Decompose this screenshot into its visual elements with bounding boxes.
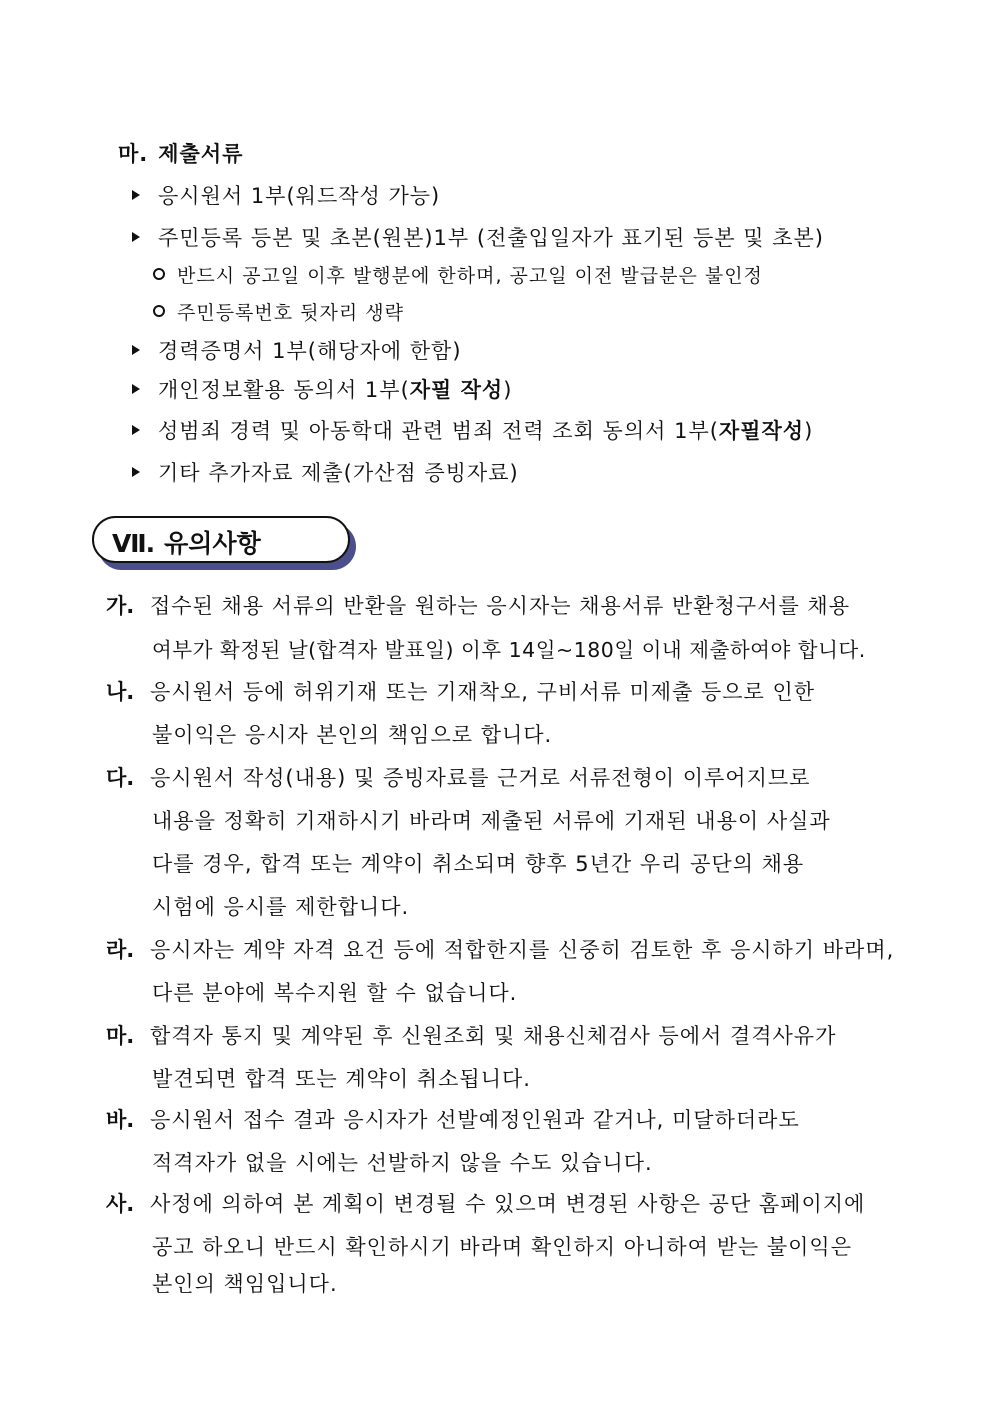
triangle-bullet-icon [132,190,140,200]
document-item-text: 개인정보활용 동의서 1부( [158,378,410,402]
document-item [132,374,512,404]
submission-heading-title: 제출서류 [158,142,244,166]
notice-label: 사. [106,1192,135,1216]
circle-bullet-icon [153,268,165,280]
notice-line: 본인의 책임입니다. [152,1272,338,1296]
notice-line: 적격자가 없을 시에는 선발하지 않을 수도 있습니다. [152,1151,653,1175]
document-item [132,457,519,487]
section-title [112,524,261,560]
notice-label: 가. [106,594,135,618]
document-item-text: 주민등록 등본 및 초본(원본)1부 (전출입일자가 표기된 등본 및 초본) [158,226,824,250]
document-sub-item-text: 반드시 공고일 이후 발행분에 한하며, 공고일 이전 발급분은 불인정 [177,265,763,287]
document-item [132,180,440,210]
section-number: Ⅶ. [112,529,155,558]
document-sub-item [153,298,404,325]
document-item-text-end: ) [503,378,513,402]
notice-line: 발견되면 합격 또는 계약이 취소됩니다. [152,1067,531,1091]
document-item-emphasis: 자필작성 [718,419,805,443]
notice-line: 여부가 확정된 날(합격자 발표일) 이후 14일~180일 이내 제출하여야 합니다. [152,638,866,662]
document-item [132,335,462,365]
notice-line: 응시자는 계약 자격 요건 등에 적합한지를 신중히 검토한 후 응시하기 바라며, [150,938,895,962]
document-sub-item-text: 주민등록번호 뒷자리 생략 [177,302,404,324]
notice-line: 응시원서 접수 결과 응시자가 선발예정인원과 같거나, 미달하더라도 [150,1108,800,1132]
document-item-text-end: ) [804,419,814,443]
notice-line: 내용을 정확히 기재하시기 바라며 제출된 서류에 기재된 내용이 사실과 [152,809,831,833]
notice-line: 응시원서 작성(내용) 및 증빙자료를 근거로 서류전형이 이루어지므로 [150,766,811,790]
notice-line: 합격자 통지 및 계약된 후 신원조회 및 채용신체검사 등에서 결격사유가 [150,1024,837,1048]
submission-heading-number: 마. [118,142,149,166]
notice-label: 나. [106,680,135,704]
circle-bullet-icon [153,305,165,317]
section-banner [92,516,356,572]
document-item-text: 성범죄 경력 및 아동학대 관련 범죄 전력 조회 동의서 1부( [158,419,719,443]
document-item [132,415,813,445]
document-item-text: 경력증명서 1부(해당자에 한함) [158,339,462,363]
document-item-text: 기타 추가자료 제출(가산점 증빙자료) [158,461,519,485]
triangle-bullet-icon [132,384,140,394]
notice-line: 응시원서 등에 허위기재 또는 기재착오, 구비서류 미제출 등으로 인한 [150,680,816,704]
notice-label: 바. [106,1108,135,1132]
document-item-text: 응시원서 1부(워드작성 가능) [158,184,441,208]
notice-label: 라. [106,938,135,962]
document-item-emphasis: 자필 작성 [409,378,504,402]
document-item [132,222,824,252]
notice-line: 접수된 채용 서류의 반환을 원하는 응시자는 채용서류 반환청구서를 채용 [150,594,850,618]
notice-label: 마. [106,1024,135,1048]
triangle-bullet-icon [132,467,140,477]
section-title-text: 유의사항 [164,529,261,558]
document-sub-item [153,261,763,288]
notice-line: 다른 분야에 복수지원 할 수 없습니다. [152,981,518,1005]
triangle-bullet-icon [132,232,140,242]
notice-line: 시험에 응시를 제한합니다. [152,895,410,919]
notice-line: 다를 경우, 합격 또는 계약이 취소되며 향후 5년간 우리 공단의 채용 [152,852,805,876]
triangle-bullet-icon [132,425,140,435]
notice-label: 다. [106,766,135,790]
submission-heading [118,138,243,168]
notice-line: 불이익은 응시자 본인의 책임으로 합니다. [152,723,553,747]
triangle-bullet-icon [132,345,140,355]
notice-line: 공고 하오니 반드시 확인하시기 바라며 확인하지 아니하여 받는 불이익은 [152,1235,852,1259]
notice-line: 사정에 의하여 본 계획이 변경될 수 있으며 변경된 사항은 공단 홈페이지에 [150,1192,866,1216]
